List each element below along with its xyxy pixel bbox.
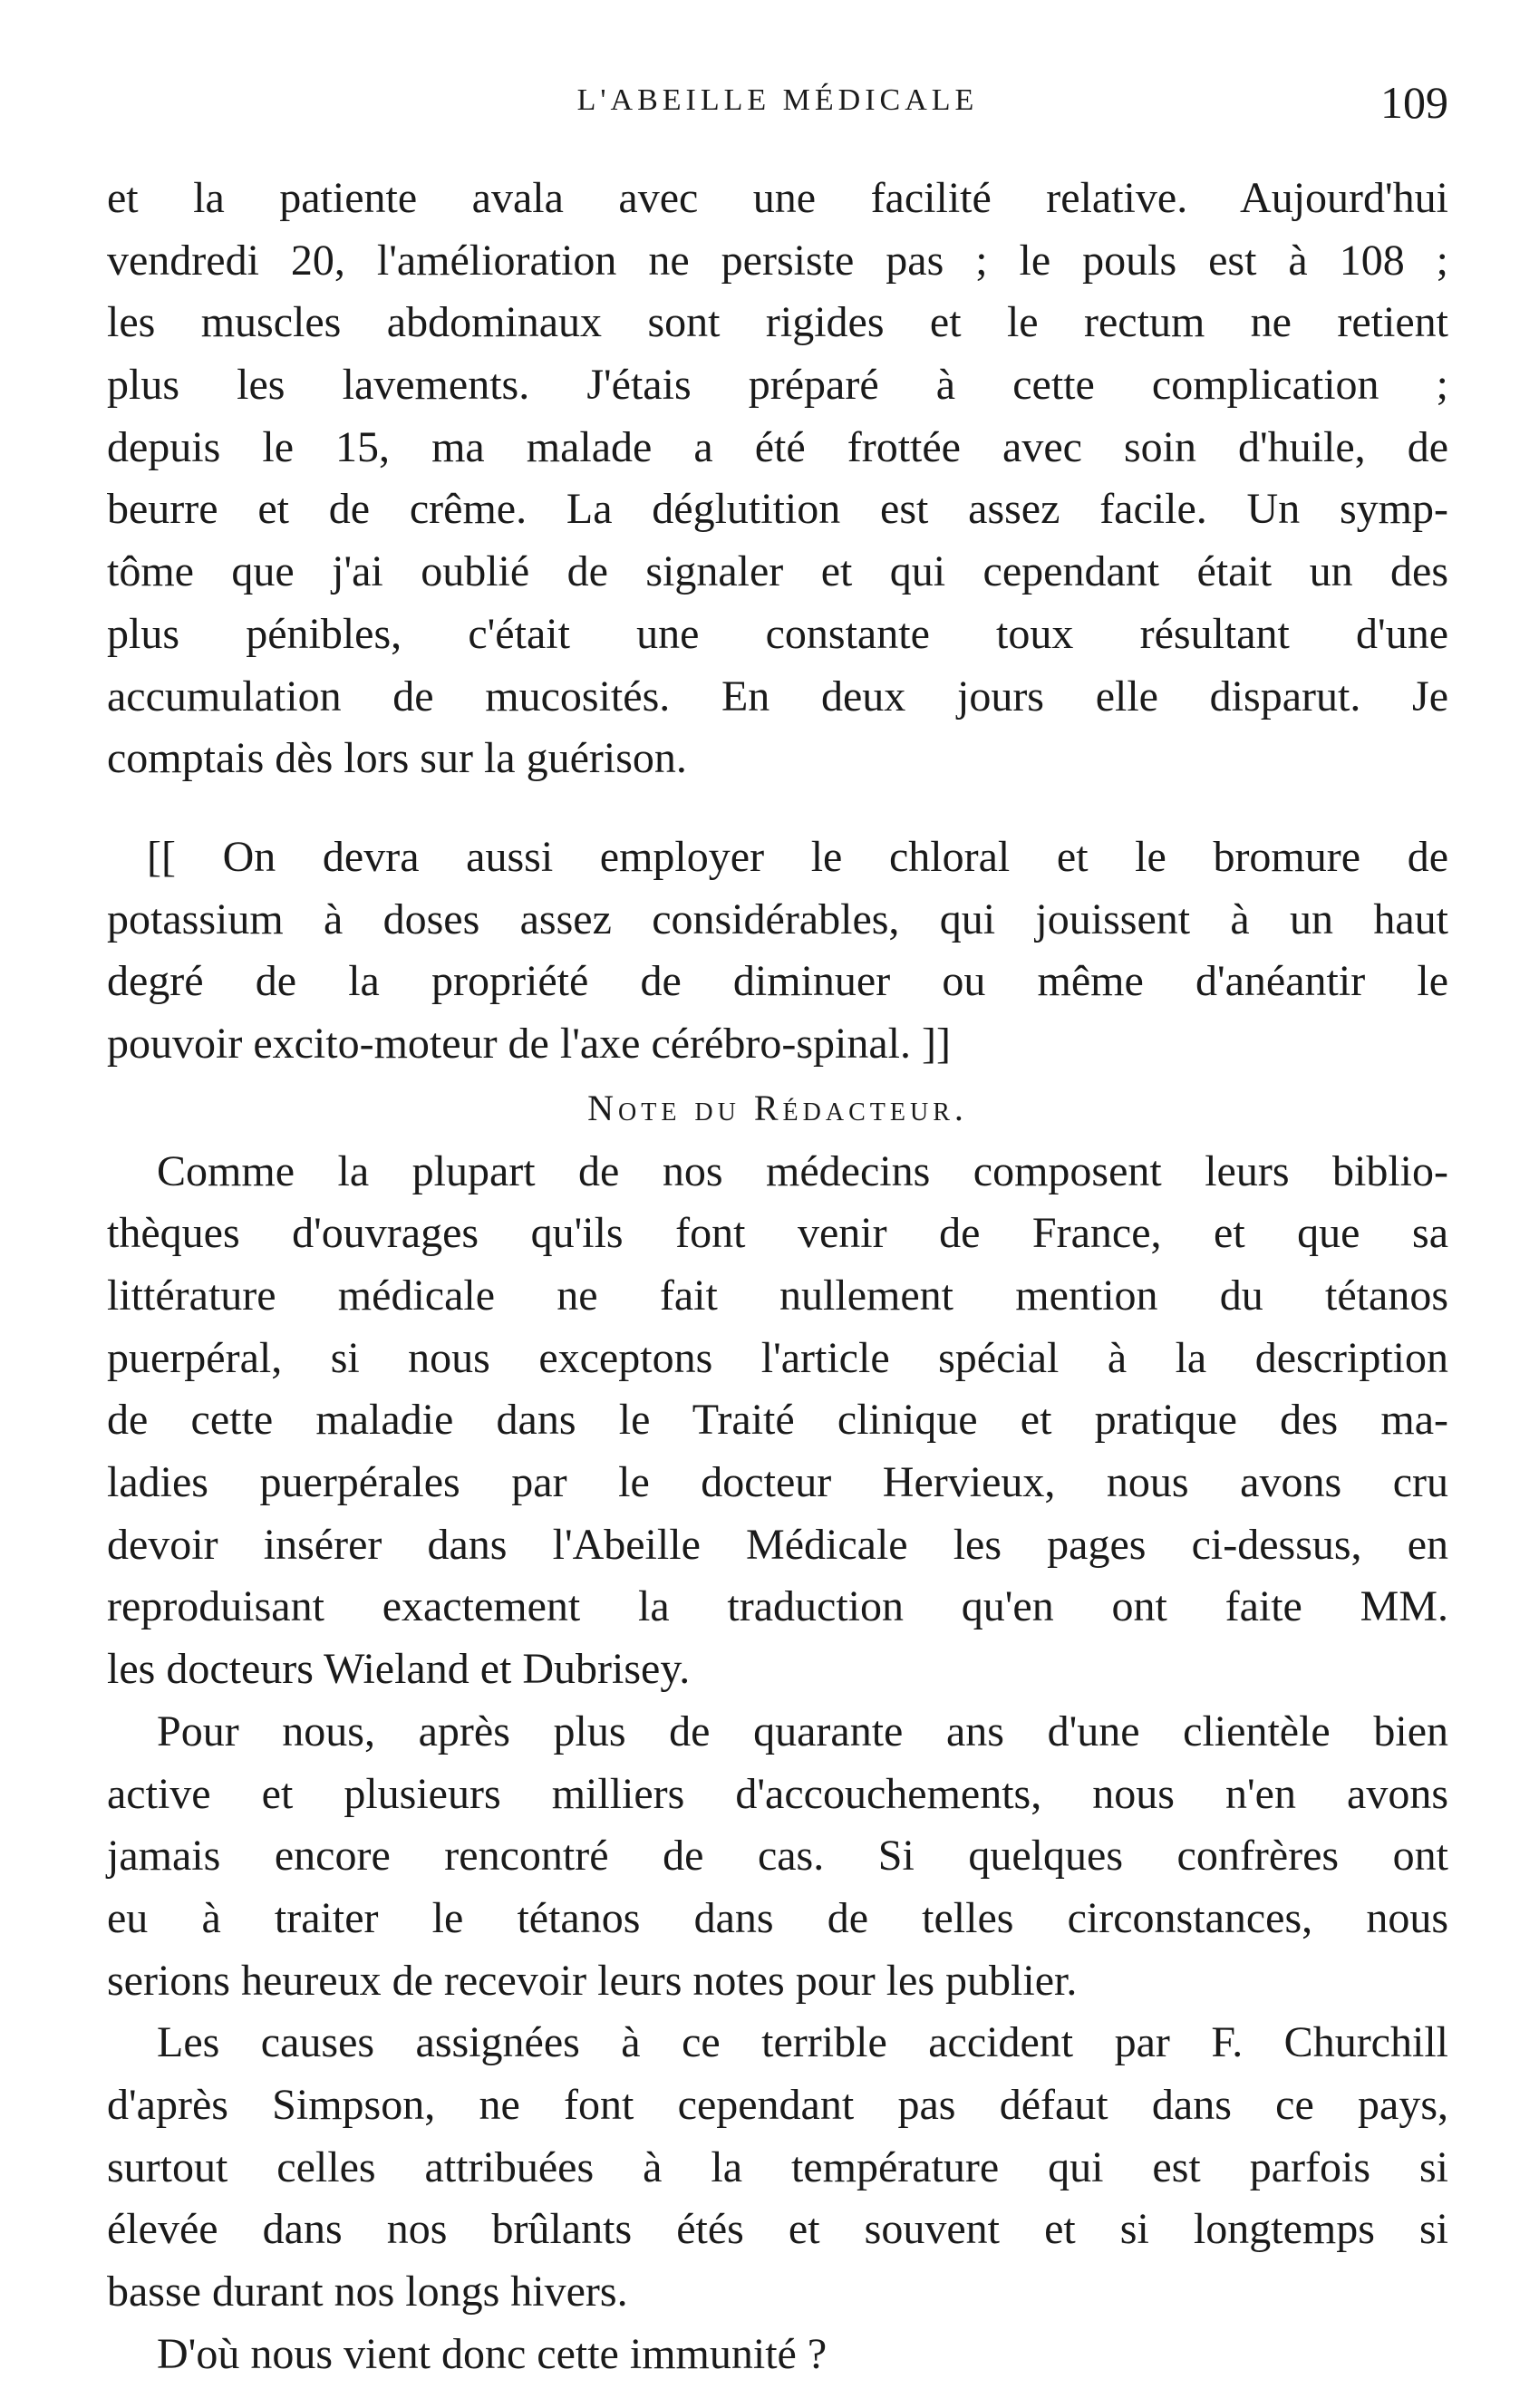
text-line: puerpéral, si nous exceptons l'article spécial à la description [107,1333,1448,1382]
paragraph [107,2324,1448,2386]
text-line: thèques d'ouvrages qu'ils font venir de France, et que sa [107,1209,1448,1258]
text-line: eu à traiter le tétanos dans de telles circonstances, nous [107,1893,1448,1942]
text-line: les muscles abdominaux sont rigides et le rectum ne retient [107,298,1448,347]
text-line: de cette maladie dans le Traité clinique et pratique des ma- [107,1396,1448,1445]
text-line: littérature médicale ne fait nullement mention du tétanos [107,1272,1448,1320]
text-line: reproduisant exactement la traduction qu'en ont faite MM. [107,1582,1448,1631]
text-line: et la patiente avala avec une facilité relative. Aujourd'hui [107,174,1448,222]
text-line: Pour nous, après plus de quarante ans d'une clientèle bien [157,1707,1448,1755]
text-line: potassium à doses assez considérables, qui jouissent à un haut [107,895,1448,943]
text-line: élevée dans nos brûlants étés et souvent et si longtemps si [107,2205,1448,2254]
text-line: accumulation de mucosités. En deux jours elle disparut. Je [107,672,1448,720]
text-line: pouvoir excito-moteur de l'axe cérébro-spinal. ]] [107,1019,951,1068]
section-heading: Note du Rédacteur. [587,1087,968,1128]
text-line: plus les lavements. J'étais préparé à cette complication ; [107,361,1448,410]
text-line: d'après Simpson, ne font cependant pas défaut dans ce pays, [107,2080,1448,2129]
text-line: degré de la propriété de diminuer ou même d'anéantir le [107,957,1448,1006]
text-line: tôme que j'ai oublié de signaler et qui cependant était un des [107,547,1448,596]
text-line: serions heureux de recevoir leurs notes pour les publier. [107,1956,1078,2005]
paragraph-gap [107,790,1448,827]
text-line: Comme la plupart de nos médecins composent leurs biblio- [157,1146,1448,1195]
text-line: devoir insérer dans l'Abeille Médicale les pages ci-dessus, en [107,1520,1448,1569]
text-line: jamais encore rencontré de cas. Si quelques confrères ont [107,1832,1448,1881]
running-head [107,76,1448,140]
text-line: comptais dès lors sur la guérison. [107,734,687,783]
text-line: D'où nous vient donc cette immunité ? [157,2329,828,2378]
text-line: basse durant nos longs hivers. [107,2268,628,2316]
text-line: beurre et de crême. La déglutition est assez facile. Un symp- [107,485,1448,534]
body-text [107,168,1448,2385]
text-line: ladies puerpérales par le docteur Hervieux, nous avons cru [107,1458,1448,1507]
text-line: vendredi 20, l'amélioration ne persiste pas ; le pouls est à 108 ; [107,236,1448,285]
text-line: plus pénibles, c'était une constante toux résultant d'une [107,609,1448,658]
paragraph [107,1701,1448,2012]
text-line: les docteurs Wieland et Dubrisey. [107,1645,691,1694]
text-line: [[ On devra aussi employer le chloral et le bromure de [147,832,1448,881]
text-line: surtout celles attribuées à la température qui est parfois si [107,2142,1448,2191]
text-line: depuis le 15, ma malade a été frottée avec soin d'huile, de [107,422,1448,471]
page-number: 109 [1380,77,1448,128]
paragraph [107,2012,1448,2323]
text-line: Les causes assignées à ce terrible accident par F. Churchill [157,2018,1448,2067]
running-title: L'ABEILLE MÉDICALE [576,83,979,117]
text-line: active et plusieurs milliers d'accouchements, nous n'en avons [107,1769,1448,1818]
paragraph [107,827,1448,1076]
paragraph [107,168,1448,790]
paragraph [107,1141,1448,1701]
